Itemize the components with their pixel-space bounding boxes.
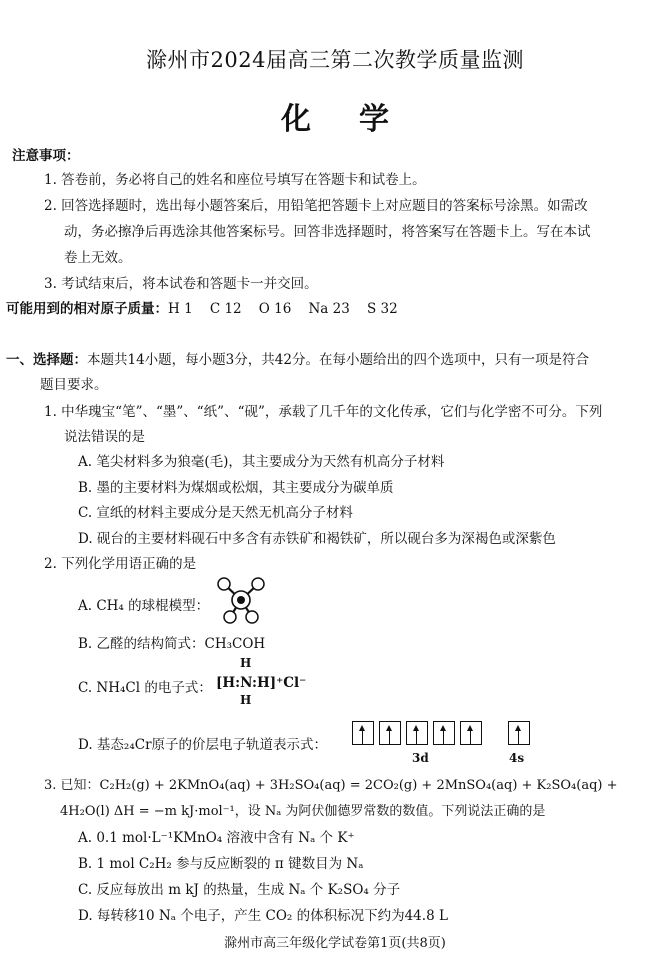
atomic-mass-line [6, 297, 398, 317]
q3-option-c: C. 反应每放出 m kJ 的热量，生成 Nₐ 个 K₂SO₄ 分子 [78, 882, 401, 898]
notice-item-1: 1. 答卷前，务必将自己的姓名和座位号填写在答题卡和试卷上。 [44, 172, 426, 188]
orbital-box [508, 721, 530, 745]
q1-option-a: A. 笔尖材料多为狼毫(毛)，其主要成分为天然有机高分子材料 [78, 454, 445, 470]
q1-option-d: D. 砚台的主要材料砚石中多含有赤铁矿和褐铁矿，所以砚台多为深褐色或深紫色 [78, 531, 556, 547]
orbital-box [406, 721, 428, 745]
orbital-box [379, 721, 401, 745]
q3-option-a: A. 0.1 mol·L⁻¹KMnO₄ 溶液中含有 Nₐ 个 K⁺ [78, 830, 355, 846]
orbital-box [460, 721, 482, 745]
exam-title: 滁州市2024届高三第二次教学质量监测 [146, 48, 524, 72]
orbital-diagram-3d [352, 721, 492, 747]
notice-item-2-cont: 动，务必擦净后再选涂其他答案标号。回答非选择题时，将答案写在答题卡上。写在本试 [64, 224, 591, 240]
q2-option-c: C. NH₄Cl 的电子式： [78, 680, 212, 696]
section1-desc: 本题共14小题，每小题3分，共42分。在每小题给出的四个选项中，只有一项是符合 [87, 352, 589, 368]
q2-option-b: B. 乙醛的结构简式：CH₃COH [78, 636, 266, 652]
q1-stem-2: 说法错误的是 [64, 429, 145, 445]
q3-option-d: D. 每转移10 Nₐ 个电子，产生 CO₂ 的体积标况下约为44.8 L [78, 908, 448, 924]
q3-stem-2: 4H₂O(l) ΔH = −m kJ·mol⁻¹，设 Nₐ 为阿伏伽德罗常数的数值。下列说法正确的是 [60, 804, 546, 819]
q2-option-d: D. 基态₂₄Cr原子的价层电子轨道表示式： [78, 737, 328, 753]
notice-item-2-cont2: 卷上无效。 [64, 250, 132, 266]
q2-option-a: A. CH₄ 的球棍模型： [78, 598, 210, 614]
orbital-diagram-4s [508, 721, 530, 747]
orbital-box [433, 721, 455, 745]
q2-stem: 2. 下列化学用语正确的是 [44, 556, 197, 572]
notice-heading: 注意事项： [12, 148, 80, 164]
ch4-ball-stick-model-icon [210, 574, 272, 626]
orbital-box [352, 721, 374, 745]
orbital-label-3d: 3d [412, 751, 429, 765]
q3-stem-1: 3. 已知：C₂H₂(g) + 2KMnO₄(aq) + 3H₂SO₄(aq) = 2CO₂(g) + 2MnSO₄(aq) + K₂SO₄(aq) + [44, 778, 618, 793]
section1-line1 [6, 348, 589, 368]
nh4cl-bottom-h: H [240, 693, 252, 707]
notice-item-2: 2. 回答选择题时，选出每小题答案后，用铅笔把答题卡上对应题目的答案标号涂黑。如需改 [44, 198, 588, 214]
q1-stem-1: 1. 中华瑰宝“笔”、“墨”、“纸”、“砚”，承载了几千年的文化传承，它们与化学密不可分。下列 [44, 404, 603, 420]
q3-option-b: B. 1 mol C₂H₂ 参与反应断裂的 π 键数目为 Nₐ [78, 856, 364, 872]
nh4cl-electron-formula: [H:N:H]⁺Cl⁻ [216, 675, 307, 691]
q1-option-b: B. 墨的主要材料为煤烟或松烟，其主要成分为碳单质 [78, 480, 394, 496]
atomic-mass-values: H 1 C 12 O 16 Na 23 S 32 [168, 301, 398, 317]
q1-option-c: C. 宣纸的材料主要成分是天然无机高分子材料 [78, 505, 353, 521]
section1-label: 一、选择题： [6, 352, 87, 368]
orbital-label-4s: 4s [509, 751, 525, 765]
notice-item-3: 3. 考试结束后，将本试卷和答题卡一并交回。 [44, 276, 318, 292]
section1-line2: 题目要求。 [40, 377, 108, 393]
nh4cl-top-h: H [240, 656, 252, 670]
atomic-mass-label: 可能用到的相对原子质量： [6, 301, 168, 317]
page-footer: 滁州市高三年级化学试卷第1页(共8页) [224, 936, 446, 951]
subject-title: 化学 [281, 102, 437, 137]
